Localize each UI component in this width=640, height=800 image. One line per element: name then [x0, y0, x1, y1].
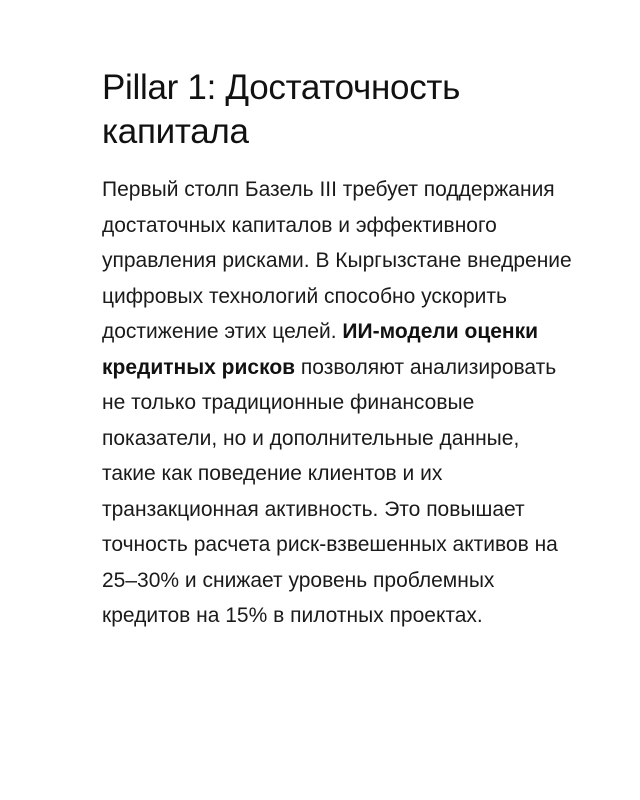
paragraph-text-emphasis: ИИ-модели оценки кредитных рисков	[102, 320, 539, 379]
article-content	[102, 66, 572, 634]
article-title: Pillar 1: Достаточность капитала	[102, 68, 461, 151]
paragraph-text-rest: позволяют анализировать не только традиционные финансовые показатели, но и дополнительные данные, такие как поведение клиентов и их транзакционная активность. Это повышает точность расчета риск-взвешенных активов на 25–30% и снижает уровень проблемных кредитов на 15% в пилотных проектах.	[102, 355, 558, 627]
article-paragraph	[102, 172, 572, 634]
paragraph-text-intro: Первый столп Базель III требует поддержания достаточных капиталов и эффективного управления рисками. В Кыргызстане внедрение цифровых технологий способно ускорить достижение этих целей.	[102, 178, 572, 343]
